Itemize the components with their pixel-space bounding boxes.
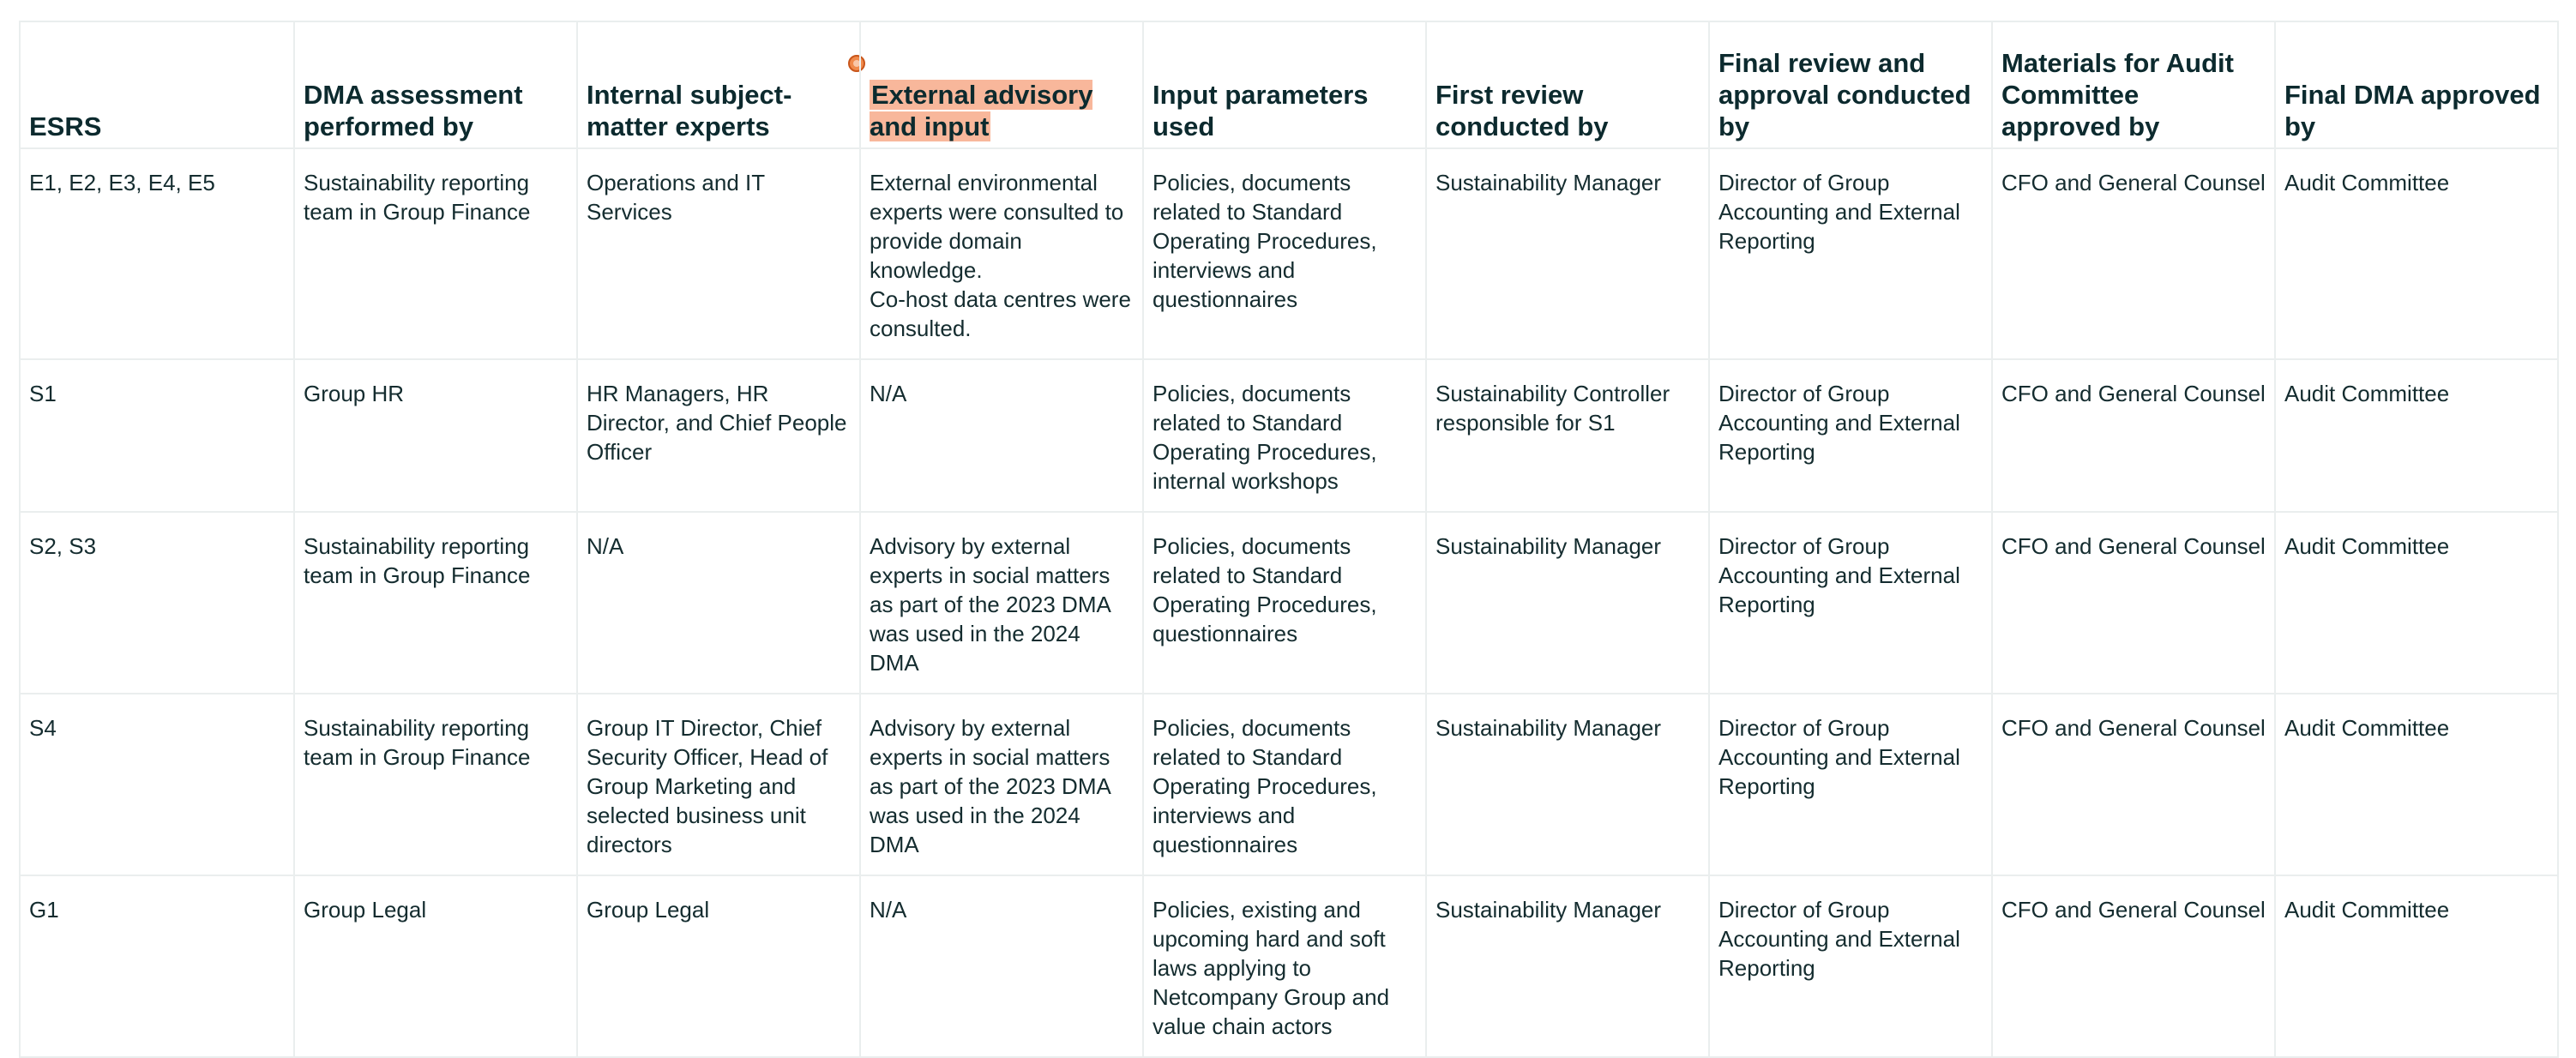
cell-final-review: Director of Group Accounting and External Reporting [1709, 875, 1992, 1057]
cell-internal-experts: Group IT Director, Chief Security Officer, Head of Group Marketing and selected business unit directors [577, 694, 860, 875]
cell-esrs: S2, S3 [20, 512, 294, 694]
header-input-parameters: Input parameters used [1143, 21, 1426, 148]
table-row [20, 148, 2558, 359]
cell-input-parameters: Policies, documents related to Standard Operating Procedures, questionnaires [1143, 512, 1426, 694]
cell-external-advisory: N/A [860, 359, 1143, 512]
cell-esrs: E1, E2, E3, E4, E5 [20, 148, 294, 359]
header-esrs: ESRS [20, 21, 294, 148]
header-internal-experts: Internal subject-matter experts [577, 21, 860, 148]
cell-input-parameters: Policies, documents related to Standard Operating Procedures, internal workshops [1143, 359, 1426, 512]
cell-materials-approved-by: CFO and General Counsel [1992, 512, 2275, 694]
dma-process-table-container [19, 21, 2557, 1058]
cell-esrs: G1 [20, 875, 294, 1057]
cell-final-dma-approved-by: Audit Committee [2275, 359, 2558, 512]
cell-external-advisory: N/A [860, 875, 1143, 1057]
cell-internal-experts: Group Legal [577, 875, 860, 1057]
cell-dma-performed-by: Sustainability reporting team in Group Finance [294, 694, 577, 875]
cell-external-advisory: Advisory by external experts in social matters as part of the 2023 DMA was used in the 2024 DMA [860, 512, 1143, 694]
cell-first-review: Sustainability Manager [1426, 694, 1709, 875]
cell-external-advisory: Advisory by external experts in social matters as part of the 2023 DMA was used in the 2024 DMA [860, 694, 1143, 875]
header-final-review: Final review and approval conducted by [1709, 21, 1992, 148]
table-header-row [20, 21, 2558, 148]
cell-final-dma-approved-by: Audit Committee [2275, 512, 2558, 694]
cell-input-parameters: Policies, documents related to Standard Operating Procedures, interviews and questionnaires [1143, 694, 1426, 875]
cell-final-review: Director of Group Accounting and External Reporting [1709, 359, 1992, 512]
cell-external-advisory [860, 148, 1143, 359]
cell-final-review: Director of Group Accounting and External Reporting [1709, 148, 1992, 359]
cell-dma-performed-by: Group Legal [294, 875, 577, 1057]
cell-first-review: Sustainability Manager [1426, 875, 1709, 1057]
header-dma-performed-by: DMA assessment performed by [294, 21, 577, 148]
header-materials-approved-by: Materials for Audit Committee approved by [1992, 21, 2275, 148]
table-row [20, 359, 2558, 512]
table-row [20, 694, 2558, 875]
cell-text-extra: Co-host data centres were consulted. [870, 286, 1131, 341]
cell-final-dma-approved-by: Audit Committee [2275, 694, 2558, 875]
header-external-advisory[interactable] [860, 21, 1143, 148]
cell-final-dma-approved-by: Audit Committee [2275, 148, 2558, 359]
cell-materials-approved-by: CFO and General Counsel [1992, 694, 2275, 875]
cell-esrs: S4 [20, 694, 294, 875]
cell-internal-experts: HR Managers, HR Director, and Chief People Officer [577, 359, 860, 512]
cell-first-review: Sustainability Manager [1426, 512, 1709, 694]
dma-process-table [19, 21, 2559, 1058]
cell-materials-approved-by: CFO and General Counsel [1992, 875, 2275, 1057]
cell-final-review: Director of Group Accounting and External Reporting [1709, 512, 1992, 694]
cell-internal-experts: N/A [577, 512, 860, 694]
cell-input-parameters: Policies, existing and upcoming hard and soft laws applying to Netcompany Group and value chain actors [1143, 875, 1426, 1057]
cell-final-review: Director of Group Accounting and External Reporting [1709, 694, 1992, 875]
cell-first-review: Sustainability Controller responsible for S1 [1426, 359, 1709, 512]
cell-input-parameters: Policies, documents related to Standard Operating Procedures, interviews and questionnaires [1143, 148, 1426, 359]
cell-dma-performed-by: Sustainability reporting team in Group Finance [294, 148, 577, 359]
cell-esrs: S1 [20, 359, 294, 512]
cell-first-review: Sustainability Manager [1426, 148, 1709, 359]
cell-materials-approved-by: CFO and General Counsel [1992, 148, 2275, 359]
cell-final-dma-approved-by: Audit Committee [2275, 875, 2558, 1057]
cell-text: External environmental experts were consulted to provide domain knowledge. [870, 170, 1124, 283]
cell-dma-performed-by: Sustainability reporting team in Group Finance [294, 512, 577, 694]
cell-internal-experts: Operations and IT Services [577, 148, 860, 359]
cell-materials-approved-by: CFO and General Counsel [1992, 359, 2275, 512]
table-row [20, 512, 2558, 694]
header-first-review: First review conducted by [1426, 21, 1709, 148]
table-row [20, 875, 2558, 1057]
highlighted-text[interactable]: External advisory and input [870, 80, 1093, 141]
cell-dma-performed-by: Group HR [294, 359, 577, 512]
header-final-dma-approved-by: Final DMA approved by [2275, 21, 2558, 148]
